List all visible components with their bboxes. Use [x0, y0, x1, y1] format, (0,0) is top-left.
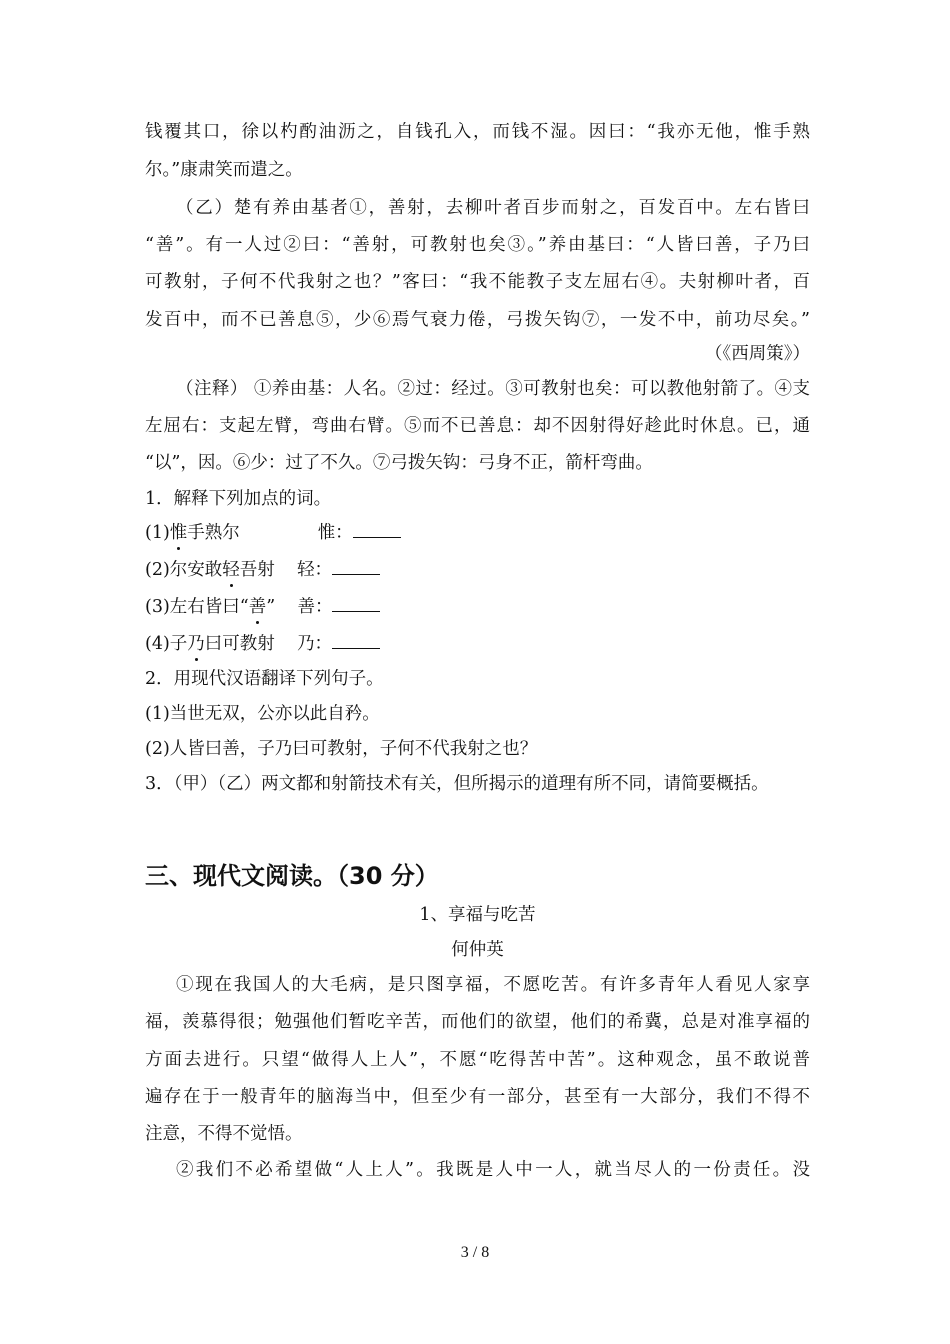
dotted-word: 善 [248, 597, 267, 617]
dotted-word: 惟 [169, 523, 188, 543]
question-2-item-2: (2)人皆曰善，子乃曰可教射，子何不代我射之也？ [145, 739, 538, 759]
article-title: 1、享福与吃苦 [419, 905, 536, 925]
question-1-item-4: (4)子乃曰可教射 乃： [145, 632, 810, 656]
answer-blank[interactable] [332, 560, 380, 575]
question-1-item-1: (1)惟手熟尔 惟： [145, 521, 810, 545]
question-1-item-2: (2)尔安敢轻吾射 轻： [145, 558, 810, 582]
passage-b-line-3: 可教射，子何不代我射之也？”客曰：“我不能教子支左屈右④。夫射柳叶者，百 [145, 272, 810, 292]
passage-a-line-2: 尔。”康肃笑而遣之。 [145, 160, 303, 180]
dotted-word: 轻 [222, 560, 240, 580]
answer-blank[interactable] [353, 523, 401, 538]
paragraph-1-line-4: 遍存在于一般青年的脑海当中，但至少有一部分，甚至有一大部分，我们不得不 [145, 1087, 810, 1107]
section-heading: 三、现代文阅读。（30 分） [145, 862, 439, 890]
question-3-prompt: 3．（甲）（乙）两文都和射箭技术有关，但所揭示的道理有所不同，请简要概括。 [145, 774, 769, 794]
passage-b-line-1: （乙）楚有养由基者①，善射，去柳叶者百步而射之，百发百中。左右皆曰 [176, 198, 810, 218]
passage-b-line-4: 发百中，而不已善息⑤，少⑥焉气衰力倦，弓拨矢钩⑦，一发不中，前功尽矣。” [145, 310, 810, 330]
paragraph-1-line-5: 注意，不得不觉悟。 [145, 1124, 303, 1144]
question-1-item-3: (3)左右皆曰“善” 善： [145, 595, 810, 619]
notes-line-1: （注释） ①养由基：人名。②过：经过。③可教射也矣：可以教他射箭了。④支 [176, 379, 810, 399]
notes-line-3: “以”，因。⑥少：过了不久。⑦弓拨矢钩：弓身不正，箭杆弯曲。 [145, 453, 653, 473]
paragraph-1-line-1: ①现在我国人的大毛病，是只图享福，不愿吃苦。有许多青年人看见人家享 [176, 975, 810, 995]
passage-b-line-2: “善”。有一人过②曰：“善射，可教射也矣③。”养由基曰：“人皆曰善，子乃曰 [145, 235, 810, 255]
answer-blank[interactable] [332, 597, 380, 612]
paragraph-1-line-2: 福，羡慕得很；勉强他们暂吃辛苦，而他们的欲望，他们的希冀，总是对准享福的 [145, 1012, 810, 1032]
article-author: 何仲英 [451, 940, 504, 960]
dotted-word: 乃 [187, 634, 205, 654]
paragraph-1-line-3: 方面去进行。只望“做得人上人”，不愿“吃得苦中苦”。这种观念，虽不敢说普 [145, 1050, 810, 1070]
question-1-prompt: 1．解释下列加点的词。 [145, 489, 332, 509]
question-2-item-1: (1)当世无双，公亦以此自矜。 [145, 704, 380, 724]
passage-b-source: （《西周策》） [705, 344, 810, 364]
passage-a-line-1: 钱覆其口，徐以杓酌油沥之，自钱孔入，而钱不湿。因曰：“我亦无他，惟手熟 [145, 122, 810, 142]
page-number: 3 / 8 [460, 1244, 490, 1261]
notes-line-2: 左屈右：支起左臂，弯曲右臂。⑤而不已善息：却不因射得好趁此时休息。已，通 [145, 416, 810, 436]
answer-blank[interactable] [332, 634, 380, 649]
paragraph-2-line-1: ②我们不必希望做“人上人”。我既是人中一人，就当尽人的一份责任。没 [176, 1160, 810, 1180]
question-2-prompt: 2．用现代汉语翻译下列句子。 [145, 669, 384, 689]
